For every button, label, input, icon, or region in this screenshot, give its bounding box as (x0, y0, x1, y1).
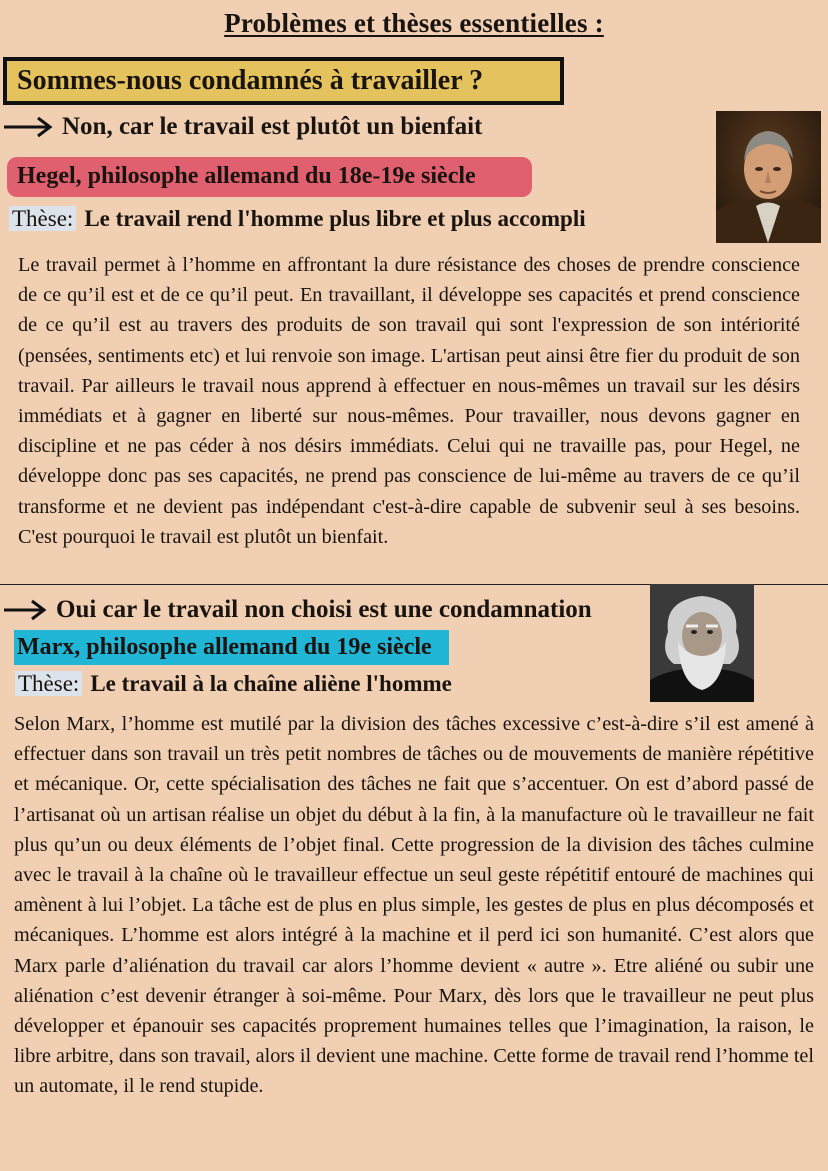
right-arrow-icon (4, 116, 54, 138)
philosopher-label-hegel: Hegel, philosophe allemand du 18e-19e siècle (7, 157, 532, 197)
page-title: Problèmes et thèses essentielles : (224, 8, 604, 38)
answer-line-1 (4, 113, 482, 141)
hegel-portrait (716, 111, 821, 243)
paragraph-marx: Selon Marx, l’homme est mutilé par la division des tâches excessive c’est-à-dire s’il est amené à effectuer dans son travail un très petit nombres de tâches ou de mouvements de manière répétitive et mécanique. Or, cette spécialisation des tâches ne fait que s’accentuer. On est d’abord passé de l’artisanat où un artisan réalise un objet du début à la fin, à la manufacture où le travailleur ne fait plus qu’un ou deux éléments de l’objet final. Cette progression de la division des tâches culmine avec le travail à la chaîne où le travailleur effectue un seul geste répétitif entouré de machines qui amènent à lui l’objet. La tâche est de plus en plus simple, les gestes de plus en plus décomposés et mécaniques. L’homme est alors intégré à la machine et il perd ici son humanité. C’est alors que Marx parle d’aliénation du travail car alors l’homme devient « autre ». Etre aliéné ou subir une aliénation c’est devenir étranger à soi-même. Pour Marx, dès lors que le travailleur ne peut plus développer et épanouir ses capacités proprement humaines telles que l’imagination, la raison, le libre arbitre, dans son travail, alors il devient une machine. Cette forme de travail rend l’homme tel un automate, il le rend stupide. (14, 713, 814, 1098)
question-box: Sommes-nous condamnés à travailler ? (3, 57, 564, 105)
answer-text-1: Non, car le travail est plutôt un bienfait (62, 113, 483, 140)
these-row-2 (15, 671, 452, 697)
answer-line-2 (4, 596, 592, 624)
these-text: Le travail à la chaîne aliène l'homme (90, 671, 452, 696)
philosopher-label-marx: Marx, philosophe allemand du 19e siècle (14, 630, 449, 665)
answer-text-2: Oui car le travail non choisi est une condamnation (56, 596, 592, 623)
these-row-1 (9, 206, 586, 232)
these-label: Thèse: (9, 206, 76, 231)
these-text: Le travail rend l'homme plus libre et plus accompli (84, 206, 586, 231)
marx-portrait (650, 584, 754, 702)
paragraph-hegel: Le travail permet à l’homme en affrontant la dure résistance des choses de prendre conscience de ce qu’il est et de ce qu’il peut. En travaillant, il développe ses capacités et prend conscience de ce qu’il est au travers des produits de son travail qui sont l'expression de son intériorité (pensées, sentiments etc) et lui renvoie son image. L'artisan peut ainsi être fier du produit de son travail. Par ailleurs le travail nous apprend à effectuer en nous-mêmes un travail sur les désirs immédiats et à gagner en liberté sur nous-mêmes. Pour travailler, nous devons gagner en discipline et ne pas céder à nos désirs immédiats. Celui qui ne travaille pas, pour Hegel, ne développe donc pas ses capacités, ne prend pas conscience de lui-même au travers de ce qu’il transforme et ne devient pas indépendant c'est-à-dire capable de subvenir seul à ses besoins. C'est pourquoi le travail est plutôt un bienfait. (18, 254, 800, 548)
right-arrow-icon (4, 599, 48, 621)
these-label: Thèse: (15, 671, 82, 696)
